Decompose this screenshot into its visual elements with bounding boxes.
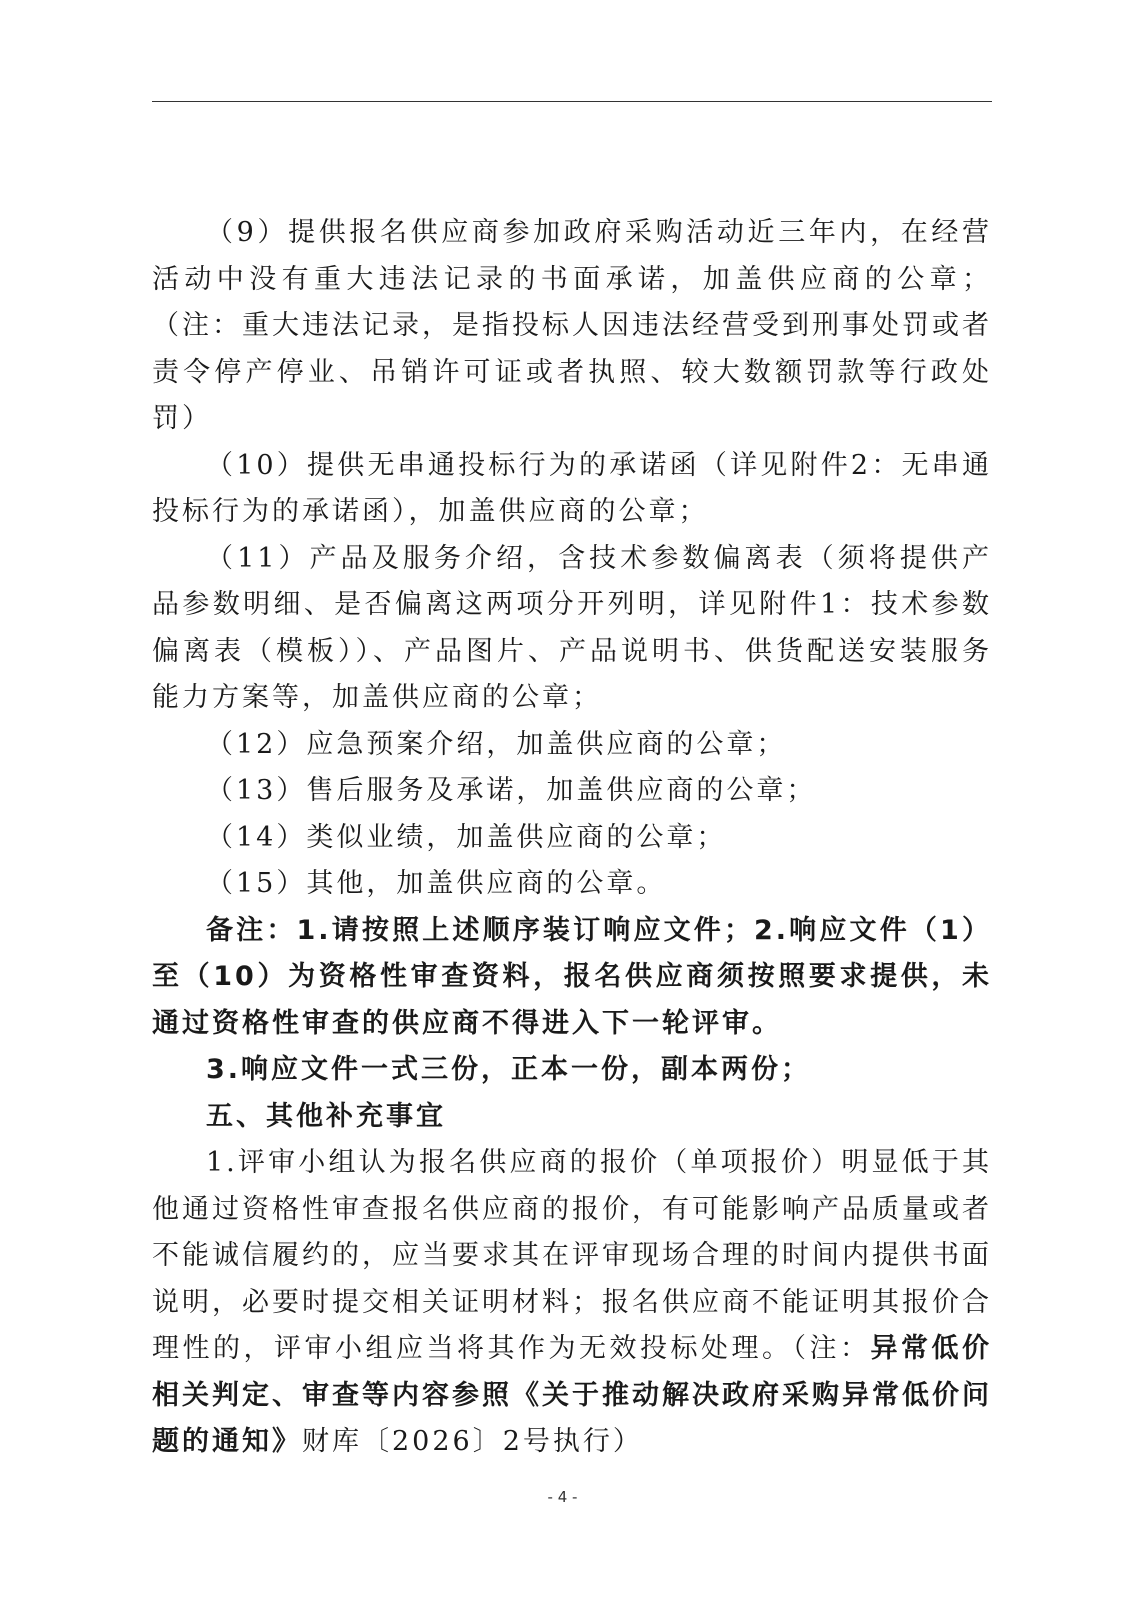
item-13: （13）售后服务及承诺，加盖供应商的公章； — [206, 775, 817, 806]
item-9: （9）提供报名供应商参加政府采购活动近三年内，在经营活动中没有重大违法记录的书面承诺，加盖供应商的公章；（注：重大违法记录，是指投标人因违法经营受到刑事处罚或者责令停产停业、吊销许可证或者执照、较大数额罚款等行政处罚） — [152, 217, 992, 434]
section-5-item-1-tail: 财库〔2026〕2号执行） — [302, 1426, 643, 1457]
item-12: （12）应急预案介绍，加盖供应商的公章； — [206, 728, 787, 760]
section-5-item-1 — [152, 1140, 992, 1466]
item-11: （11）产品及服务介绍，含技术参数偏离表（须将提供产品参数明细、是否偏离这两项分开列明，详见附件1：技术参数偏离表（模板））、产品图片、产品说明书、供货配送安装服务能力方案等，加盖供应商的公章； — [152, 542, 992, 713]
remarks-note-3: 3.响应文件一式三份，正本一份，副本两份； — [206, 1054, 812, 1085]
document-body — [152, 210, 992, 1466]
item-10: （10）提供无串通投标行为的承诺函（详见附件2：无串通投标行为的承诺函），加盖供应商的公章； — [152, 449, 992, 527]
item-15: （15）其他，加盖供应商的公章。 — [206, 868, 667, 899]
remarks-note: 备注：1.请按照上述顺序装订响应文件；2.响应文件（1）至（10）为资格性审查资料，报名供应商须按照要求提供，未通过资格性审查的供应商不得进入下一轮评审。 — [152, 914, 992, 1039]
section-5-item-1-text: 1.评审小组认为报名供应商的报价（单项报价）明显低于其他通过资格性审查报名供应商的报价，有可能影响产品质量或者不能诚信履约的，应当要求其在评审现场合理的时间内提供书面说明，必要时提交相关证明材料；报名供应商不能证明其报价合理性的，评审小组应当将其作为无效投标处理。（注： — [152, 1147, 992, 1364]
section-5-heading: 五、其他补充事宜 — [206, 1100, 446, 1132]
item-14: （14）类似业绩，加盖供应商的公章； — [206, 821, 727, 853]
page-number: - 4 - — [547, 1488, 578, 1506]
section-5-item-1-bold: 异常低价相关判定、审查等内容参照《关于推动解决政府采购异常低价问题的通知》 — [152, 1333, 992, 1457]
header-rule — [152, 101, 992, 102]
